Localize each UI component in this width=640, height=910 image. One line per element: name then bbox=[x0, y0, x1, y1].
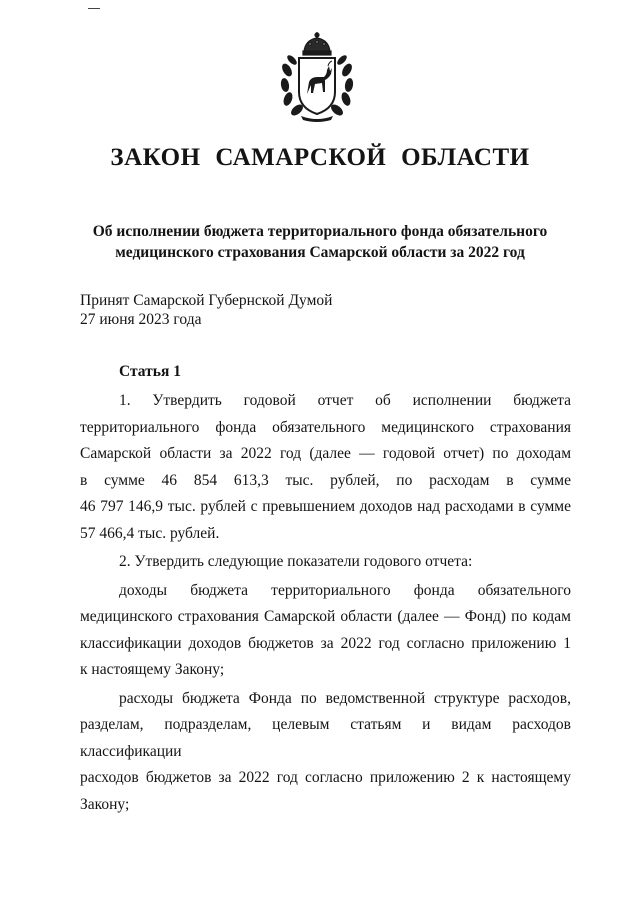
paragraph-line: территориального фонда обязательного медицинского страхования bbox=[80, 418, 571, 436]
paragraph-1 bbox=[80, 388, 571, 547]
paragraph-line: медицинского страхования Самарской области (далее — Фонд) по кодам bbox=[80, 608, 571, 625]
law-title: ЗАКОН САМАРСКОЙ ОБЛАСТИ bbox=[110, 144, 530, 171]
samara-coat-of-arms-icon bbox=[277, 30, 357, 122]
paragraph-line: в сумме 46 854 613,3 тыс. рублей, по расходам в сумме bbox=[80, 471, 571, 489]
paragraph-line: разделам, подразделам, целевым статьям и видам расходов классификации bbox=[80, 716, 571, 760]
paragraph-line: к настоящему Закону; bbox=[80, 661, 225, 678]
law-subject bbox=[60, 221, 580, 263]
paragraph-3 bbox=[80, 578, 571, 684]
scan-mark bbox=[88, 8, 100, 9]
paragraph-line: 57 466,4 тыс. рублей. bbox=[80, 524, 220, 542]
law-subject-line: Об исполнении бюджета территориального фонда обязательного bbox=[92, 223, 548, 240]
adoption-body: Принят Самарской Губернской Думой bbox=[80, 292, 333, 309]
paragraph-line: расходов бюджетов за 2022 год согласно приложению 2 к настоящему bbox=[80, 769, 571, 786]
paragraph-line: классификации доходов бюджетов за 2022 год согласно приложению 1 bbox=[80, 634, 571, 652]
law-subject-line: медицинского страхования Самарской области за 2022 год bbox=[115, 244, 525, 261]
paragraph-line: Закону; bbox=[80, 795, 130, 813]
paragraph-line: доходы бюджета территориального фонда обязательного bbox=[119, 581, 571, 599]
paragraph-line: Самарской области за 2022 год (далее — годовой отчет) по доходам bbox=[80, 445, 571, 462]
article-heading: Статья 1 bbox=[119, 363, 181, 380]
paragraph-line: расходы бюджета Фонда по ведомственной структуре расходов, bbox=[119, 689, 571, 707]
paragraph-line: 2. Утвердить следующие показатели годового отчета: bbox=[119, 553, 473, 570]
paragraph-line: 46 797 146,9 тыс. рублей с превышением доходов над расходами в сумме bbox=[80, 498, 571, 515]
article-body bbox=[80, 388, 571, 818]
adoption-info bbox=[80, 291, 332, 329]
paragraph-2 bbox=[80, 549, 571, 576]
paragraph-line: 1. Утвердить годовой отчет об исполнении бюджета bbox=[119, 392, 571, 409]
adoption-date: 27 июня 2023 года bbox=[80, 311, 202, 328]
paragraph-4 bbox=[80, 686, 571, 819]
